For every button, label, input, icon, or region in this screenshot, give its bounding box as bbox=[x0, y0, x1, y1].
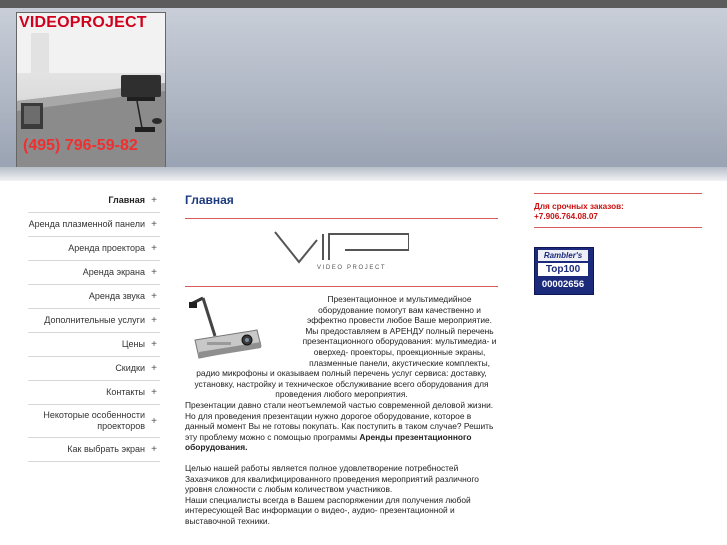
sidebar-item-projector-rental[interactable]: Аренда проектора + bbox=[28, 237, 160, 261]
paragraph-intro: Презентационное и мультимедийное оборудование помогут вам качественно и эффектно провести любое Ваше мероприятие. Мы предоставляем в АРЕНДУ полный перечень презентационного оборудования: мультимедиа- и оверхед- проекторы, проекционные экраны, плазменные панели, акустические комплекты, радио микрофоны и оказываем полный перечень услуг сервиса: доставку, установку, настройку и техническое обслуживание всего оборудования для проведения любого мероприятия. bbox=[194, 294, 497, 400]
plus-icon: + bbox=[151, 363, 157, 374]
paragraph-specialists: Наши специалисты всегда в Вашем распоряжении для получения любой интересующей Вас информации о видео-, аудио- презентационной и выставочной техники. bbox=[185, 494, 471, 526]
brand-name: VIDEOPROJECT bbox=[19, 14, 147, 31]
paragraph-presentations: Презентации давно стали неотъемлемой частью современной деловой жизни. bbox=[185, 399, 494, 410]
header-phone: (495) 796-59-82 bbox=[23, 137, 138, 154]
site-logo[interactable] bbox=[16, 12, 166, 168]
title-divider bbox=[185, 218, 498, 219]
urgent-label: Для срочных заказов: bbox=[534, 202, 624, 211]
plus-icon: + bbox=[151, 387, 157, 398]
urgent-phone: +7.906.764.08.07 bbox=[534, 212, 598, 221]
sidebar-item-projector-features[interactable]: Некоторые особенности проекторов + bbox=[28, 405, 160, 438]
article-text bbox=[185, 294, 498, 526]
right-column bbox=[534, 193, 702, 290]
main-content bbox=[185, 193, 498, 526]
plus-icon: + bbox=[151, 267, 157, 278]
plus-icon: + bbox=[151, 243, 157, 254]
rental-program-label: Аренды презентационного оборудования. bbox=[185, 431, 472, 453]
plus-icon: + bbox=[151, 219, 157, 230]
plus-icon: + bbox=[151, 315, 157, 326]
sidebar-item-prices[interactable]: Цены + bbox=[28, 333, 160, 357]
sidebar-item-plasma-rental[interactable]: Аренда плазменной панели + bbox=[28, 213, 160, 237]
rambler-title: Rambler's bbox=[538, 250, 588, 261]
paragraph-rental: Но для проведения презентации нужно дорогое оборудование, которое в данный момент Вы не готовы покупать. Как поступить в таком случае? Решить эту проблему можно с помощью программы Аренды презентационного оборудования. bbox=[185, 410, 494, 453]
plus-icon: + bbox=[151, 444, 157, 455]
image-spacer bbox=[185, 294, 301, 364]
sidebar-item-extra-services[interactable]: Дополнительные услуги + bbox=[28, 309, 160, 333]
sidebar-item-home[interactable]: Главная + bbox=[28, 189, 160, 213]
videoproject-logo bbox=[273, 230, 409, 266]
sidebar-item-discounts[interactable]: Скидки + bbox=[28, 357, 160, 381]
plus-icon: + bbox=[151, 339, 157, 350]
plus-icon: + bbox=[151, 291, 157, 302]
plus-icon: + bbox=[151, 415, 157, 427]
urgent-divider bbox=[534, 227, 702, 228]
sidebar-item-screen-rental[interactable]: Аренда экрана + bbox=[28, 261, 160, 285]
logo-caption: VIDEO PROJECT bbox=[317, 265, 387, 271]
rambler-counter[interactable] bbox=[534, 247, 594, 295]
header-banner bbox=[0, 8, 727, 167]
plus-icon: + bbox=[151, 195, 157, 206]
urgent-orders bbox=[534, 193, 702, 222]
sidebar-item-contacts[interactable]: Контакты + bbox=[28, 381, 160, 405]
top-bar bbox=[0, 0, 727, 8]
header-shadow bbox=[0, 167, 727, 181]
rambler-count: 00002656 bbox=[541, 279, 585, 290]
sidebar-item-choose-screen[interactable]: Как выбрать экран + bbox=[28, 438, 160, 462]
sidebar-item-sound-rental[interactable]: Аренда звука + bbox=[28, 285, 160, 309]
logo-divider bbox=[185, 286, 498, 287]
sidebar-nav bbox=[28, 189, 160, 462]
rambler-top100: Top100 bbox=[538, 263, 588, 276]
page-title: Главная bbox=[185, 193, 234, 207]
paragraph-goal: Целью нашей работы является полное удовлетворение потребностей Захазчиков для квалифицированного проведения мероприятий различного уровня сложности с любым количеством участников. bbox=[185, 462, 479, 495]
